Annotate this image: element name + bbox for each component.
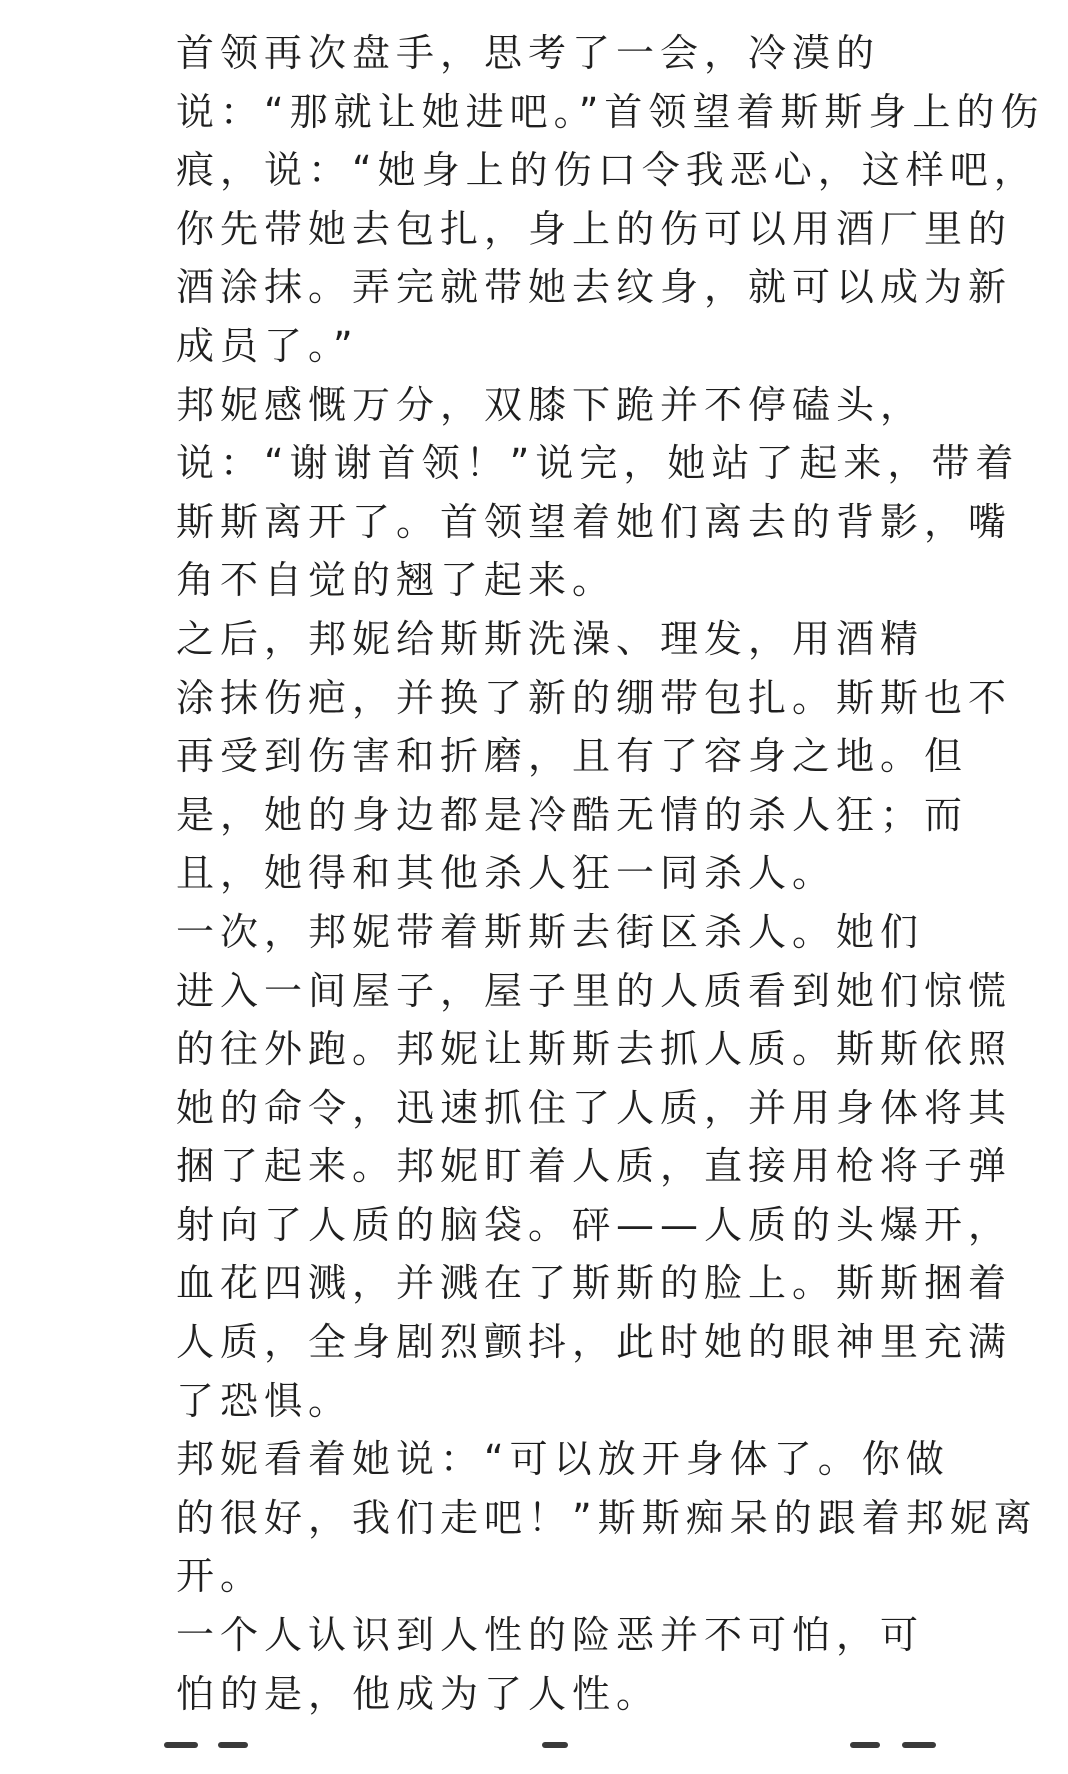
text-line: 开。 bbox=[176, 1554, 265, 1599]
paragraph-6 bbox=[76, 1606, 1016, 1723]
paragraph-4 bbox=[76, 903, 1016, 1430]
story-text bbox=[76, 24, 1045, 1723]
text-line: 的往外跑。邦妮让斯斯去抓人质。斯斯依照 bbox=[176, 1027, 1013, 1072]
text-line: 角不自觉的翘了起来。 bbox=[176, 558, 617, 603]
text-line: 她的命令，迅速抓住了人质，并用身体将其 bbox=[176, 1085, 1013, 1130]
text-line: 进入一间屋子，屋子里的人质看到她们惊慌 bbox=[176, 968, 1013, 1013]
cut-off-glyph bbox=[902, 1742, 936, 1748]
text-line: 你先带她去包扎，身上的伤可以用酒厂里的 bbox=[176, 206, 1013, 251]
text-line: 了恐惧。 bbox=[176, 1378, 353, 1423]
text-line: 射向了人质的脑袋。砰——人质的头爆开， bbox=[176, 1202, 1013, 1247]
text-line: 斯斯离开了。首领望着她们离去的背影，嘴 bbox=[176, 499, 1013, 544]
paragraph-5 bbox=[76, 1430, 1038, 1606]
text-line: 说：“那就让她进吧。”首领望着斯斯身上的伤 bbox=[176, 89, 1045, 134]
cut-off-glyph bbox=[542, 1742, 568, 1748]
text-line: 说：“谢谢首领！”说完，她站了起来，带着 bbox=[176, 441, 1020, 486]
text-line: 且，她得和其他杀人狂一同杀人。 bbox=[176, 851, 837, 896]
cut-off-glyph bbox=[850, 1742, 880, 1748]
paragraph-1 bbox=[76, 24, 1045, 376]
text-line: 涂抹伤疤，并换了新的绷带包扎。斯斯也不 bbox=[176, 675, 1013, 720]
text-line: 之后，邦妮给斯斯洗澡、理发，用酒精 bbox=[176, 616, 925, 661]
text-line: 捆了起来。邦妮盯着人质，直接用枪将子弹 bbox=[176, 1144, 1013, 1189]
text-line: 邦妮感慨万分，双膝下跪并不停磕头， bbox=[176, 382, 925, 427]
text-line: 人质，全身剧烈颤抖，此时她的眼神里充满 bbox=[176, 1320, 1013, 1365]
paragraph-2 bbox=[76, 376, 1020, 610]
paragraph-3 bbox=[76, 610, 1016, 903]
text-line: 酒涂抹。弄完就带她去纹身，就可以成为新 bbox=[176, 265, 1013, 310]
cut-off-glyph bbox=[218, 1742, 248, 1748]
text-line: 成员了。” bbox=[176, 323, 359, 368]
text-line: 血花四溅，并溅在了斯斯的脸上。斯斯捆着 bbox=[176, 1261, 1013, 1306]
cut-off-glyph bbox=[164, 1742, 198, 1748]
text-line: 一次，邦妮带着斯斯去街区杀人。她们 bbox=[176, 909, 925, 954]
text-line: 的很好，我们走吧！”斯斯痴呆的跟着邦妮离 bbox=[176, 1495, 1038, 1540]
text-line: 是，她的身边都是冷酷无情的杀人狂；而 bbox=[176, 792, 969, 837]
text-line: 首领再次盘手，思考了一会，冷漠的 bbox=[176, 31, 881, 75]
cut-off-next-line bbox=[160, 1742, 1060, 1774]
text-line: 痕，说：“她身上的伤口令我恶心，这样吧， bbox=[176, 148, 1038, 193]
text-line: 一个人认识到人性的险恶并不可怕，可 bbox=[176, 1613, 925, 1658]
text-line: 怕的是，他成为了人性。 bbox=[176, 1671, 661, 1716]
text-line: 邦妮看着她说：“可以放开身体了。你做 bbox=[176, 1437, 950, 1482]
text-line: 再受到伤害和折磨，且有了容身之地。但 bbox=[176, 734, 969, 779]
